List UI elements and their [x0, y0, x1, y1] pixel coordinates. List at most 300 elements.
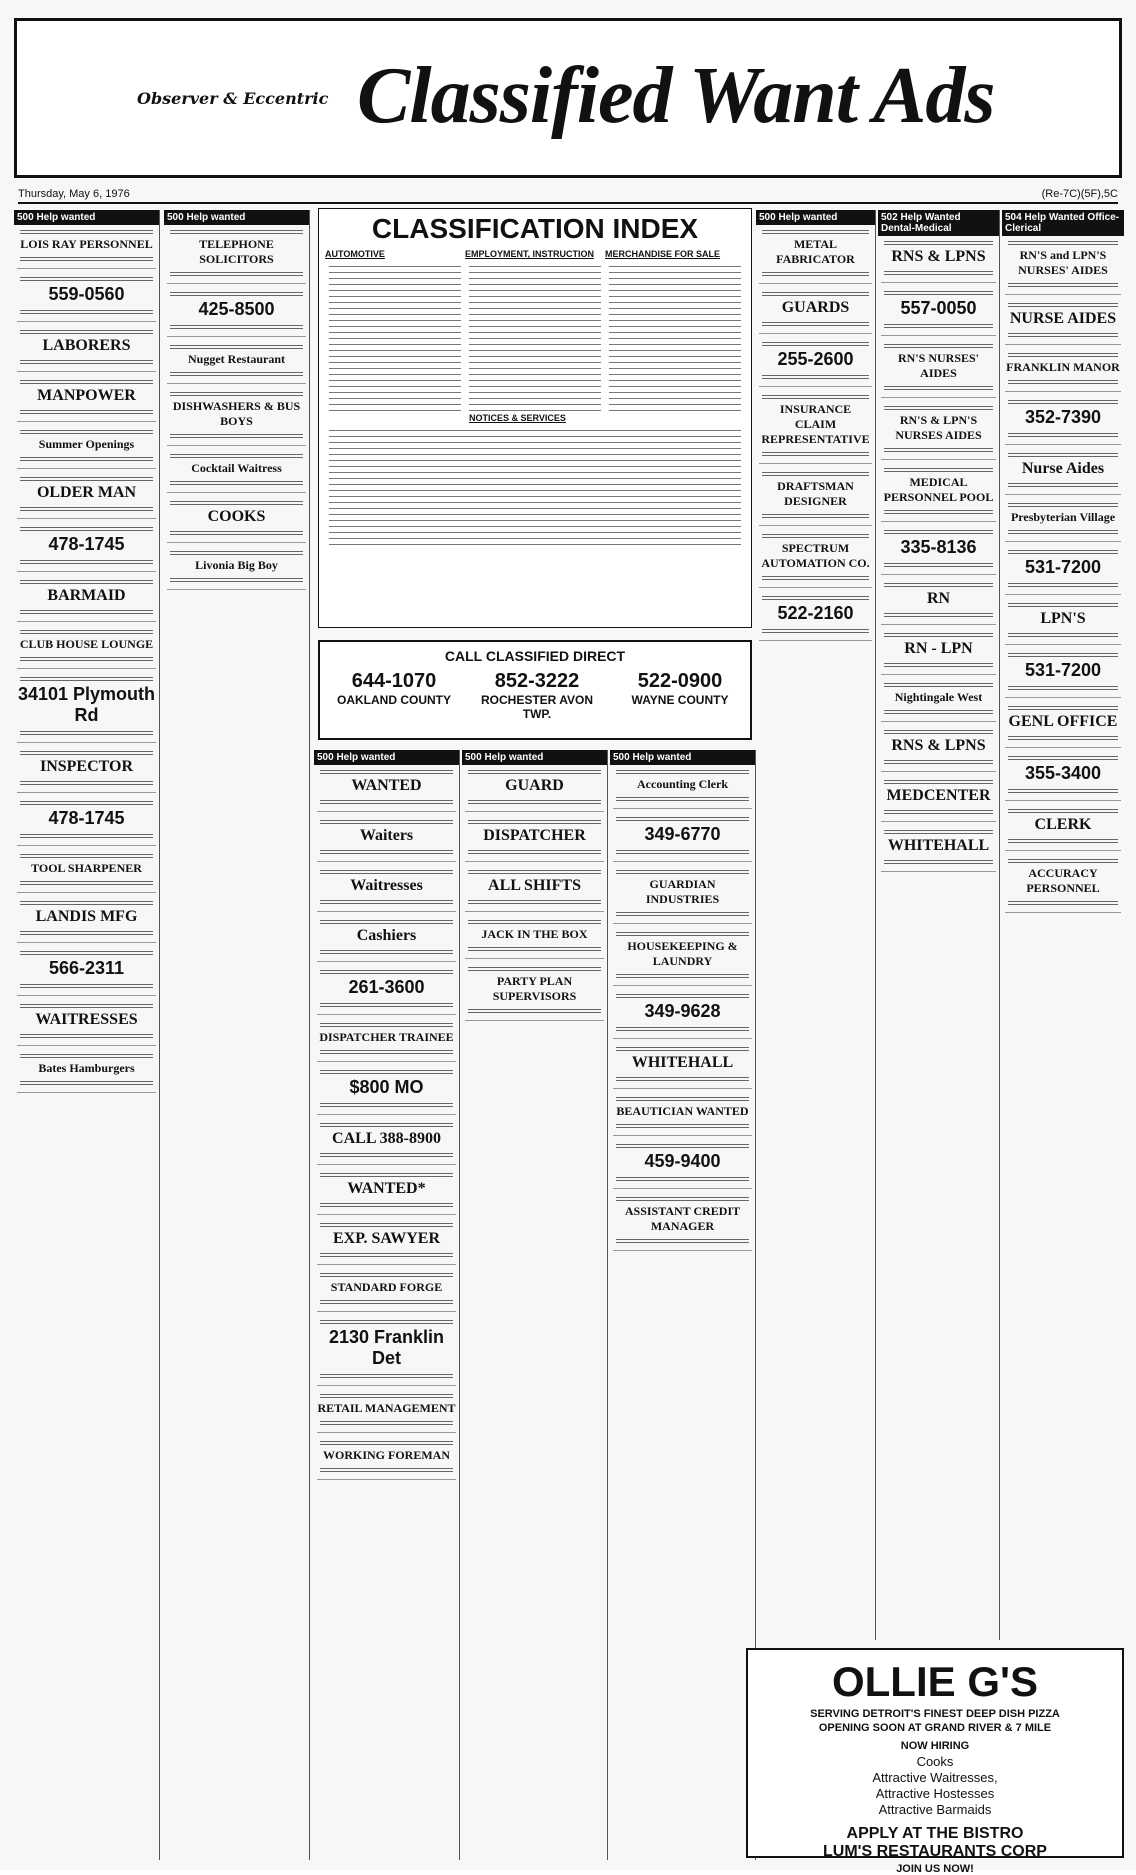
section-header: 500 Help wanted: [164, 210, 309, 225]
ad-body-text: [468, 868, 601, 874]
classified-ad: [1005, 398, 1121, 445]
ad-heading: RN - LPN: [904, 640, 973, 657]
ad-body-text: [320, 1298, 453, 1304]
ad-heading: JACK IN THE BOX: [481, 927, 588, 941]
classified-ad: [17, 378, 156, 422]
phone-area: WAYNE COUNTY: [631, 693, 729, 707]
ad-body-text: [20, 408, 153, 414]
ad-body-text: [20, 378, 153, 384]
column-7: [878, 210, 1000, 1640]
ad-heading: 335-8136: [900, 537, 977, 557]
ad-body-text: [320, 798, 453, 804]
ad-heading: BARMAID: [47, 587, 126, 604]
ad-body-text: [170, 290, 303, 296]
ad-corp: LUM'S RESTAURANTS CORP: [823, 1843, 1047, 1860]
classified-ad: [465, 818, 604, 862]
classified-ad: [881, 342, 996, 398]
classified-ad: [17, 328, 156, 372]
ad-body-text: [616, 795, 749, 801]
ad-body-text: [170, 432, 303, 438]
ad-heading: DISHWASHERS & BUS BOYS: [172, 399, 301, 428]
call-heading: CALL CLASSIFIED DIRECT: [444, 648, 626, 664]
ad-heading: TELEPHONE SOLICITORS: [199, 237, 274, 266]
ad-body-text: [20, 779, 153, 785]
classified-ad: [167, 499, 306, 543]
ad-body-text: [762, 270, 869, 276]
ad-body-text: [1008, 528, 1118, 534]
ad-body-text: [320, 918, 453, 924]
classified-ad: [167, 452, 306, 493]
ad-heading: CLUB HOUSE LOUNGE: [19, 637, 154, 651]
ad-heading: 2130 Franklin Det: [328, 1327, 445, 1368]
ad-heading: EXP. SAWYER: [333, 1230, 440, 1247]
classified-ad: [17, 675, 156, 743]
ad-body-text: [20, 729, 153, 735]
classified-ad: [881, 681, 996, 722]
ad-body-text: [616, 848, 749, 854]
classified-ad: [465, 768, 604, 812]
ad-body-text: [884, 404, 993, 410]
section-header: 500 Help wanted: [756, 210, 875, 225]
ad-body-text: [762, 574, 869, 580]
ad-body-text: [170, 452, 303, 458]
ad-body-text: [1008, 431, 1118, 437]
ad-body-text: [884, 269, 993, 275]
classified-ad: [759, 393, 872, 464]
ad-body-text: [20, 852, 153, 858]
dateline: [18, 186, 1118, 204]
ad-body-text: [884, 322, 993, 328]
classified-ad: [1005, 601, 1121, 645]
ad-heading: DISPATCHER: [483, 827, 586, 844]
ad-body-text: [616, 1195, 749, 1201]
section-header: 502 Help Wanted Dental-Medical: [878, 210, 999, 236]
classified-ad: [759, 532, 872, 588]
column-3: [314, 750, 460, 1860]
classified-ad: [465, 965, 604, 1021]
ad-body-text: [320, 1001, 453, 1007]
ad-body-text: [320, 1251, 453, 1257]
classified-ad: [881, 581, 996, 625]
ad-body-text: [762, 470, 869, 476]
classified-ad: [1005, 301, 1121, 345]
ad-body-text: [468, 918, 601, 924]
ad-body-text: [170, 390, 303, 396]
ad-heading: 459-9400: [644, 1151, 721, 1171]
ad-body-text: [1008, 734, 1118, 740]
column-5: [610, 750, 756, 1860]
ad-heading: 531-7200: [1024, 660, 1102, 680]
ad-body-text: [1008, 787, 1118, 793]
ad-heading: 349-9628: [644, 1001, 721, 1021]
classified-ad: [167, 549, 306, 590]
section-header: 500 Help wanted: [14, 210, 159, 225]
ad-body-text: [884, 708, 993, 714]
phone-number: 852-3222: [494, 670, 580, 692]
classified-ad: [17, 1052, 156, 1093]
ad-body-text: [762, 373, 869, 379]
classified-ad: [17, 899, 156, 943]
ad-heading: INSURANCE CLAIM REPRESENTATIVE: [761, 402, 870, 446]
page-title: Classified Want Ads: [357, 52, 995, 140]
index-category: EMPLOYMENT, INSTRUCTION: [465, 249, 595, 259]
ad-body-text: [1008, 581, 1118, 587]
ad-body-text: [170, 549, 303, 555]
section-header: 500 Help wanted: [610, 750, 755, 765]
ad-heading: 352-7390: [1024, 407, 1102, 427]
ad-heading: NURSE AIDES: [1009, 310, 1117, 327]
ad-body-text: [1008, 601, 1118, 607]
phone-wayne: [610, 670, 750, 707]
ad-body-text: [20, 578, 153, 584]
classified-ad: [1005, 807, 1121, 851]
ad-body-text: [320, 1201, 453, 1207]
ad-heading: GENL OFFICE: [1008, 713, 1118, 730]
ad-heading: Accounting Clerk: [637, 777, 728, 791]
ad-body-text: [320, 1466, 453, 1472]
ad-apply: APPLY AT THE BISTRO: [846, 1825, 1024, 1842]
classified-ad: [317, 1271, 456, 1312]
ad-body-text: [20, 275, 153, 281]
ad-heading: Presbyterian Village: [1010, 510, 1116, 524]
classified-ad: [613, 1095, 752, 1136]
classified-ad: [17, 949, 156, 996]
ad-body-text: [762, 594, 869, 600]
ad-body-text: [320, 1318, 453, 1324]
ad-heading: RETAIL MANAGEMENT: [317, 1401, 456, 1415]
ad-body-text: [320, 848, 453, 854]
classified-ad: [317, 768, 456, 812]
ad-body-text: [884, 828, 993, 834]
ad-body-text: [320, 1392, 453, 1398]
ad-body-text: [170, 370, 303, 376]
ad-body-text: [20, 879, 153, 885]
ad-heading: LOIS RAY PERSONNEL: [20, 237, 153, 251]
classified-ad: [881, 631, 996, 675]
ad-body-text: [1008, 754, 1118, 760]
ad-body-text: [616, 868, 749, 874]
classified-ad: [759, 594, 872, 641]
ad-heading: WORKING FOREMAN: [323, 1448, 450, 1462]
ad-heading: WANTED*: [347, 1180, 426, 1197]
ad-body-text: [1008, 451, 1118, 457]
ad-heading: METAL FABRICATOR: [776, 237, 855, 266]
classified-ad: [17, 852, 156, 893]
ad-heading: LABORERS: [42, 337, 131, 354]
ad-body-text: [170, 576, 303, 582]
ad-heading: GUARD: [505, 777, 564, 794]
ad-body-text: [320, 818, 453, 824]
ad-item: Attractive Barmaids: [878, 1802, 992, 1817]
ad-body-text: [616, 1095, 749, 1101]
ad-body-text: [320, 868, 453, 874]
ad-body-text: [468, 818, 601, 824]
ad-heading: Nightingale West: [894, 690, 983, 704]
ad-body-text: [616, 768, 749, 774]
ad-body-text: [170, 323, 303, 329]
index-text: [329, 425, 741, 545]
ad-body-text: [320, 948, 453, 954]
ad-heading: CALL 388-8900: [332, 1130, 441, 1147]
column-1: [14, 210, 160, 1860]
classified-ad: [881, 728, 996, 772]
ad-heading: Waiters: [359, 827, 414, 844]
ad-body-text: [320, 1271, 453, 1277]
ad-body-text: [762, 290, 869, 296]
classified-ad: [613, 930, 752, 986]
classified-ad: [1005, 704, 1121, 748]
ad-body-text: [468, 898, 601, 904]
classified-ad: [881, 239, 996, 283]
phone-area: OAKLAND COUNTY: [337, 693, 451, 707]
ad-body-text: [170, 529, 303, 535]
classified-ad: [1005, 501, 1121, 542]
ad-body-text: [20, 1002, 153, 1008]
ad-join: JOIN US NOW!: [896, 1863, 974, 1875]
ad-body-text: [320, 968, 453, 974]
section-header: 500 Help wanted: [314, 750, 459, 765]
ad-heading: DISPATCHER TRAINEE: [319, 1030, 454, 1044]
classified-ad: [317, 1439, 456, 1480]
classified-ad: [613, 868, 752, 924]
ad-body-text: [616, 972, 749, 978]
ad-body-text: [762, 512, 869, 518]
ad-body-text: [884, 631, 993, 637]
classification-index: [318, 208, 752, 628]
ad-body-text: [20, 428, 153, 434]
ad-body-text: [884, 466, 993, 472]
ad-heading: Waitresses: [350, 877, 423, 894]
ad-body-text: [884, 289, 993, 295]
section-header: 504 Help Wanted Office-Clerical: [1002, 210, 1124, 236]
ad-body-text: [320, 1221, 453, 1227]
ad-body-text: [320, 1151, 453, 1157]
classified-ad: [881, 528, 996, 575]
ad-body-text: [616, 1175, 749, 1181]
ad-body-text: [884, 661, 993, 667]
ad-body-text: [884, 508, 993, 514]
ad-body-text: [1008, 239, 1118, 245]
ad-hiring: NOW HIRING: [900, 1740, 970, 1752]
ad-body-text: [616, 930, 749, 936]
ad-body-text: [170, 228, 303, 234]
ad-heading: 255-2600: [777, 349, 854, 369]
ad-body-text: [1008, 837, 1118, 843]
ad-heading: GUARDS: [781, 299, 850, 316]
ad-body-text: [20, 675, 153, 681]
ad-body-text: [616, 992, 749, 998]
phone-number: 644-1070: [351, 670, 437, 692]
ad-body-text: [1008, 481, 1118, 487]
column-4: [462, 750, 608, 1860]
classified-ad: [317, 1021, 456, 1062]
classified-ad: [317, 1221, 456, 1265]
classified-ad: [1005, 451, 1121, 495]
ad-heading: 559-0560: [48, 284, 125, 304]
ad-body-text: [20, 255, 153, 261]
ad-name: OLLIE G'S: [831, 1658, 1038, 1705]
classified-ad: [881, 466, 996, 522]
ad-body-text: [320, 1439, 453, 1445]
ad-body-text: [20, 308, 153, 314]
ad-body-text: [170, 499, 303, 505]
ad-body-text: [762, 532, 869, 538]
ad-body-text: [616, 1142, 749, 1148]
ad-heading: Nugget Restaurant: [188, 352, 285, 366]
ad-body-text: [20, 328, 153, 334]
ad-body-text: [762, 228, 869, 234]
ad-body-text: [468, 965, 601, 971]
ad-heading: 478-1745: [48, 534, 125, 554]
ad-body-text: [762, 393, 869, 399]
ad-body-text: [20, 608, 153, 614]
classified-ad: [317, 1392, 456, 1433]
ad-body-text: [616, 1122, 749, 1128]
ad-item: Attractive Waitresses,: [872, 1770, 998, 1785]
index-list: [609, 261, 741, 411]
ad-body-text: [884, 446, 993, 452]
classified-ad: [317, 1068, 456, 1115]
ad-body-text: [1008, 807, 1118, 813]
ad-item: Attractive Hostesses: [875, 1786, 995, 1801]
ad-body-text: [320, 1101, 453, 1107]
classified-ad: [1005, 351, 1121, 392]
ad-heading: RNS & LPNS: [891, 248, 986, 265]
classified-ad: [17, 275, 156, 322]
ad-body-text: [170, 343, 303, 349]
index-category: AUTOMOTIVE: [325, 249, 385, 259]
ad-body-text: [884, 384, 993, 390]
classified-ad: [759, 290, 872, 334]
ad-body-text: [762, 450, 869, 456]
ad-heading: WANTED: [351, 777, 422, 794]
classified-ad: [881, 404, 996, 460]
ollie-g-ad: [746, 1648, 1124, 1875]
ad-body-text: [884, 778, 993, 784]
ad-body-text: [1008, 684, 1118, 690]
ad-body-text: [320, 898, 453, 904]
ad-heading: WHITEHALL: [631, 1054, 734, 1071]
ad-body-text: [884, 528, 993, 534]
classified-ad: [317, 1121, 456, 1165]
ad-body-text: [20, 929, 153, 935]
ad-heading: ALL SHIFTS: [488, 877, 581, 894]
ad-body-text: [170, 270, 303, 276]
classified-ad: [613, 768, 752, 809]
ad-body-text: [1008, 857, 1118, 863]
ad-heading: 261-3600: [348, 977, 425, 997]
ad-body-text: [320, 1419, 453, 1425]
ad-heading: Cashiers: [356, 927, 417, 944]
ad-body-text: [20, 558, 153, 564]
index-list: [469, 261, 601, 411]
classified-ad: [759, 340, 872, 387]
ad-heading: RNS & LPNS: [891, 737, 986, 754]
ad-heading: MEDCENTER: [886, 787, 991, 804]
ad-heading: ASSISTANT CREDIT MANAGER: [624, 1204, 741, 1233]
index-category: NOTICES & SERVICES: [469, 413, 566, 423]
classified-ad: [317, 1318, 456, 1386]
ad-body-text: [1008, 501, 1118, 507]
ad-heading: GUARDIAN INDUSTRIES: [645, 877, 720, 906]
ad-body-text: [884, 561, 993, 567]
masthead: [14, 18, 1122, 178]
date: Thursday, May 6, 1976: [18, 188, 130, 200]
classified-ad: [317, 968, 456, 1015]
ad-body-text: [616, 1075, 749, 1081]
ad-body-text: [20, 505, 153, 511]
ad-body-text: [468, 1007, 601, 1013]
ad-body-text: [20, 982, 153, 988]
ad-heading: 34101 Plymouth Rd: [17, 684, 156, 725]
edition: (Re-7C)(5F),5C: [1041, 188, 1118, 200]
classified-ad: [613, 992, 752, 1039]
ad-heading: PARTY PLAN SUPERVISORS: [492, 974, 577, 1003]
ad-body-text: [1008, 378, 1118, 384]
classified-ad: [17, 799, 156, 846]
ad-item: Cooks: [916, 1754, 954, 1769]
ad-heading: WHITEHALL: [887, 837, 990, 854]
ad-body-text: [468, 768, 601, 774]
ad-heading: 478-1745: [48, 808, 125, 828]
ad-body-text: [616, 910, 749, 916]
ad-body-text: [616, 1025, 749, 1031]
ad-heading: INSPECTOR: [39, 758, 134, 775]
ad-heading: RN'S & LPN'S NURSES AIDES: [895, 413, 982, 442]
classified-ad: [465, 868, 604, 912]
ad-heading: 522-2160: [777, 603, 854, 623]
ad-body-text: [762, 320, 869, 326]
ad-body-text: [20, 799, 153, 805]
ad-heading: 349-6770: [644, 824, 721, 844]
ad-heading: TOOL SHARPENER: [31, 861, 142, 875]
paper-name: Observer & Eccentric: [137, 89, 329, 108]
ad-heading: FRANKLIN MANOR: [1006, 360, 1120, 374]
ad-body-text: [468, 798, 601, 804]
classified-ad: [17, 475, 156, 519]
ad-heading: HOUSEKEEPING & LAUNDRY: [627, 939, 738, 968]
classified-ad: [17, 525, 156, 572]
ad-body-text: [884, 581, 993, 587]
ad-body-text: [20, 228, 153, 234]
ad-heading: 531-7200: [1024, 557, 1102, 577]
ad-body-text: [320, 1121, 453, 1127]
ad-heading: 566-2311: [48, 958, 125, 978]
column-6: [756, 210, 876, 1640]
index-title: CLASSIFICATION INDEX: [371, 213, 699, 244]
ad-body-text: [20, 832, 153, 838]
classified-ad: [759, 228, 872, 284]
phone-oakland: [324, 670, 464, 707]
ad-body-text: [320, 1048, 453, 1054]
ad-body-text: [884, 728, 993, 734]
ad-heading: Bates Hamburgers: [38, 1061, 135, 1075]
ad-heading: COOKS: [207, 508, 266, 525]
ad-body-text: [320, 1372, 453, 1378]
classified-ad: [881, 289, 996, 336]
classified-ad: [613, 815, 752, 862]
ad-body-text: [884, 681, 993, 687]
ad-body-text: [616, 1045, 749, 1051]
classified-ad: [759, 470, 872, 526]
classified-ad: [465, 918, 604, 959]
classified-ad: [1005, 754, 1121, 801]
ad-body-text: [170, 479, 303, 485]
ad-body-text: [884, 342, 993, 348]
ad-body-text: [884, 239, 993, 245]
ad-heading: ACCURACY PERSONNEL: [1026, 866, 1100, 895]
ad-tagline: SERVING DETROIT'S FINEST DEEP DISH PIZZA: [810, 1708, 1060, 1720]
